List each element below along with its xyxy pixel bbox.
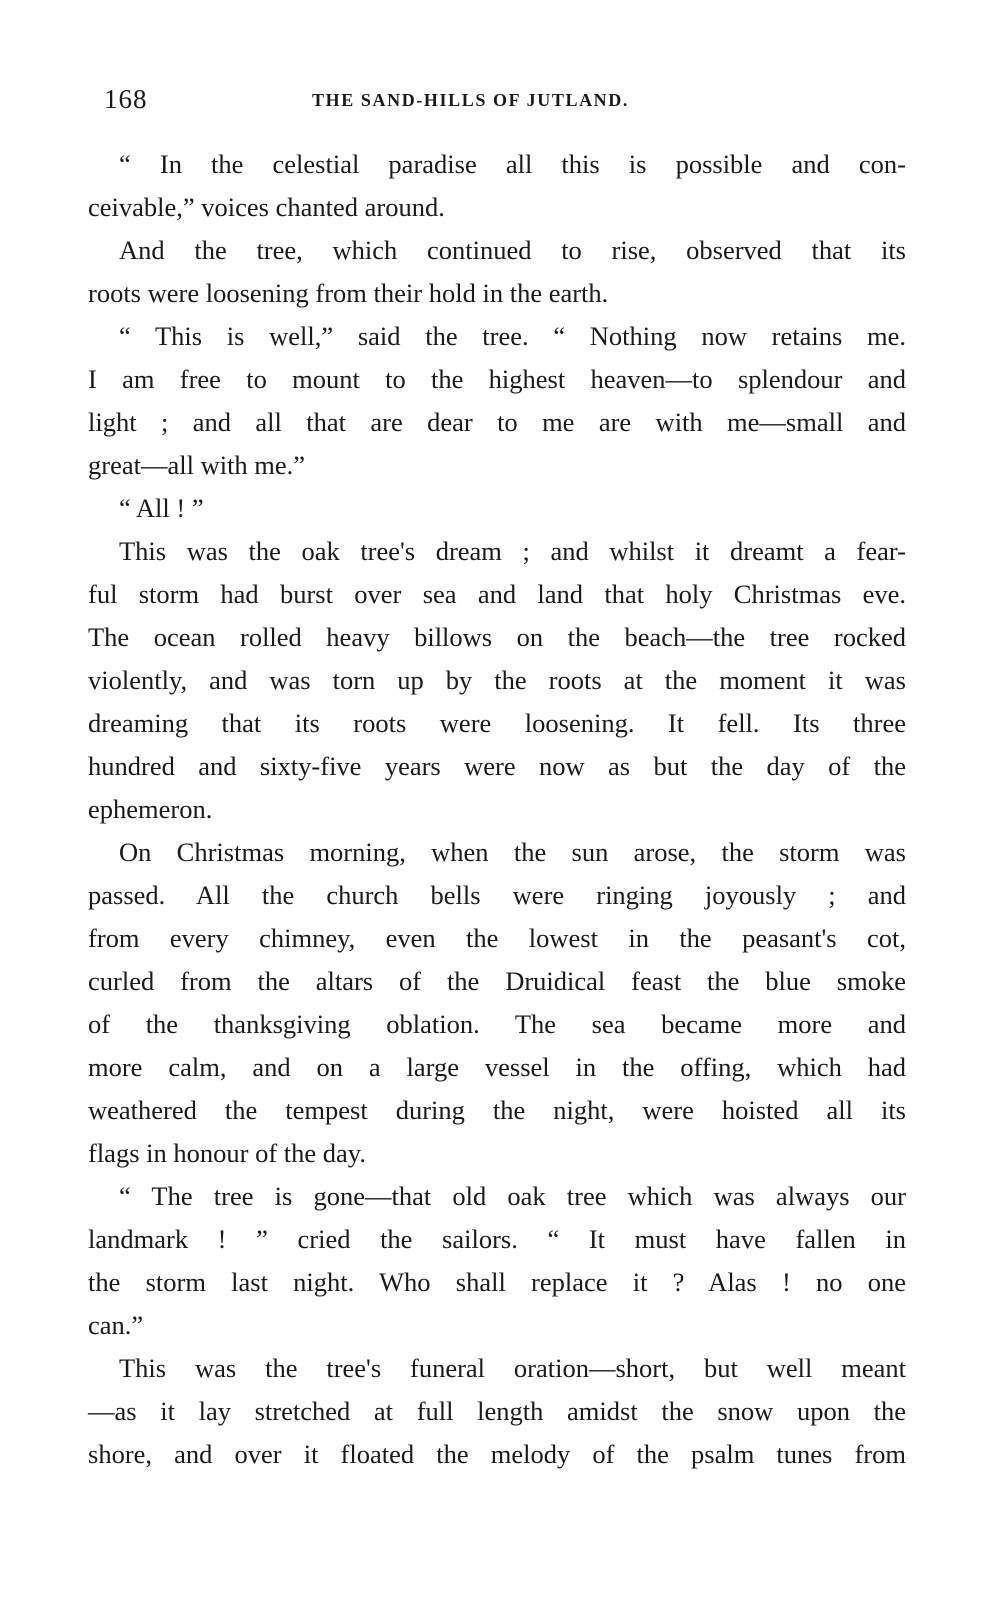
text-line: great—all with me.” xyxy=(88,450,306,480)
text-line: more calm, and on a large vessel in the offing, which had xyxy=(88,1052,906,1082)
text-line: “ In the celestial paradise all this is possible and con- xyxy=(119,149,906,179)
text-line: “ The tree is gone—that old oak tree which was always our xyxy=(119,1181,906,1211)
text-line: hundred and sixty-five years were now as but the day of the xyxy=(88,751,906,781)
text-line: ceivable,” voices chanted around. xyxy=(88,192,445,222)
text-line: This was the tree's funeral oration—short, but well meant xyxy=(119,1353,906,1383)
text-line: landmark ! ” cried the sailors. “ It must have fallen in xyxy=(88,1224,906,1254)
text-line: “ All ! ” xyxy=(119,493,204,523)
text-line: can.” xyxy=(88,1310,144,1340)
text-line: the storm last night. Who shall replace it ? Alas ! no one xyxy=(88,1267,906,1297)
text-line: “ This is well,” said the tree. “ Nothing now retains me. xyxy=(119,321,906,351)
text-line: ful storm had burst over sea and land that holy Christmas eve. xyxy=(88,579,906,609)
text-line: light ; and all that are dear to me are with me—small and xyxy=(88,407,906,437)
text-line: On Christmas morning, when the sun arose, the storm was xyxy=(119,837,906,867)
text-line: ephemeron. xyxy=(88,794,213,824)
page-number: 168 xyxy=(104,84,148,114)
text-line: This was the oak tree's dream ; and whilst it dreamt a fear- xyxy=(119,536,906,566)
running-head: THE SAND-HILLS OF JUTLAND. xyxy=(312,90,629,110)
text-line: weathered the tempest during the night, were hoisted all its xyxy=(88,1095,906,1125)
text-line: violently, and was torn up by the roots at the moment it was xyxy=(88,665,906,695)
text-line: The ocean rolled heavy billows on the beach—the tree rocked xyxy=(88,622,906,652)
text-line: of the thanksgiving oblation. The sea became more and xyxy=(88,1009,906,1039)
text-line: dreaming that its roots were loosening. It fell. Its three xyxy=(88,708,906,738)
text-line: And the tree, which continued to rise, observed that its xyxy=(119,235,906,265)
text-line: curled from the altars of the Druidical feast the blue smoke xyxy=(88,966,906,996)
text-line: from every chimney, even the lowest in the peasant's cot, xyxy=(88,923,906,953)
text-line: flags in honour of the day. xyxy=(88,1138,366,1168)
text-line: roots were loosening from their hold in the earth. xyxy=(88,278,609,308)
text-line: passed. All the church bells were ringing joyously ; and xyxy=(88,880,906,910)
text-line: I am free to mount to the highest heaven—to splendour and xyxy=(88,364,906,394)
text-line: —as it lay stretched at full length amidst the snow upon the xyxy=(88,1396,906,1426)
text-line: shore, and over it floated the melody of the psalm tunes from xyxy=(88,1439,906,1469)
